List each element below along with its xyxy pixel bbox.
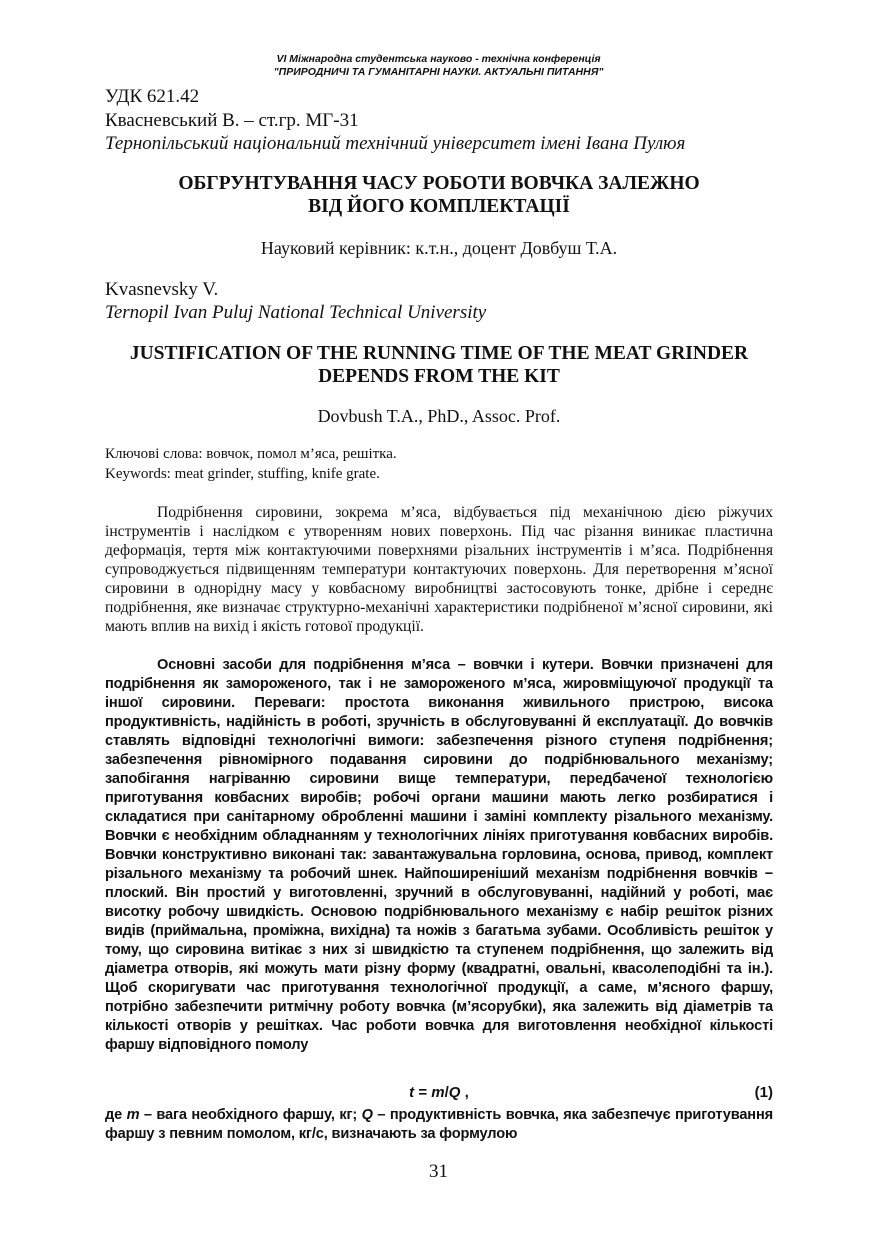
title-ua-line1: ОБГРУНТУВАННЯ ЧАСУ РОБОТИ ВОВЧКА ЗАЛЕЖНО [178, 173, 700, 194]
paragraph-1: Подрібнення сировини, зокрема м’яса, відбувається під механічною дією ріжучих інструментів і наслідком є утворенням нових поверхонь. Під час різання виникає пластична деформація, тертя між контактуючими поверхнями різальних інструментів і м’яса. Подрібнення супроводжується підвищенням температури контактуючих поверхонь. Для перетворення м’ясної сировини в однорідну масу у ковбасному виробництві застосовують тонке, дрібне і середнє подрібнення, яке визначає структурно-механічні характеристики подрібненої м’ясної сировини, які мають вплив на вихід і якість готової продукції. [105, 504, 773, 636]
formula-expression [105, 1083, 773, 1102]
conference-header-line2: "ПРИРОДНИЧІ ТА ГУМАНІТАРНІ НАУКИ. АКТУАЛЬНІ ПИТАННЯ" [273, 66, 604, 78]
paragraph-3 [105, 1106, 773, 1144]
title-ua [105, 172, 773, 218]
formula-comma: , [460, 1084, 469, 1101]
udk-code: УДК 621.42 [105, 86, 200, 107]
author-en: Kvasnevsky V. [105, 279, 219, 300]
paragraph-3-de: де [105, 1107, 127, 1123]
affiliation-ua: Тернопільський національний технічний університет імені Івана Пулюя [105, 133, 686, 154]
supervisor-ua: Науковий керівник: к.т.н., доцент Довбуш Т.А. [260, 238, 618, 258]
title-en-line2: DEPENDS FROM THE KIT [318, 366, 560, 387]
conference-header-line1: VI Міжнародна студентська науково - технічна конференція [276, 53, 601, 65]
title-en [105, 342, 773, 388]
formula-1 [105, 1083, 773, 1103]
paragraph-3-part2: – продуктивність вовчка, яка забезпечує приготування фаршу з певним помолом, кг/с, визначають за формулою [105, 1107, 774, 1142]
title-ua-line2: ВІД ЙОГО КОМПЛЕКТАЦІЇ [308, 196, 570, 217]
paragraph-2: Основні засоби для подрібнення м’яса – вовчки і кутери. Вовчки призначені для подрібнення як замороженого, так і не замороженого м’яса, жировміщуючої продукції та іншої сировини. Переваги: простота виконання живильного пристрою, висока продуктивність, надійність в роботі, зручність в обслуговуванні й експлуатації. До вовчків ставлять відповідні технологічні вимоги: забезпечення різного ступеня подрібнення; забезпечення рівномірного подавання сировини до подрібнювального механізму; запобігання нагріванню сировини вище температури, передбаченої технологією приготування ковбасних виробів; робочі органи машини мають легко розбиратися і складатися при санітарному обробленні машини і заміні комплекту різального механізму. Вовчки є необхідним обладнанням у технологічних лініях приготування ковбасних виробів. Вовчки конструктивно виконані так: завантажувальна горловина, основа, привод, комплект різального механізму та робочий шнек. Найпоширеніший механізм подрібнення вовчків − плоский. Він простий у виготовленні, зручний в обслуговуванні, надійний у роботі, має висотку робочу швидкість. Основою подрібнювального механізму є набір решіток різних видів (приймальна, проміжна, вихідна) та ножів з багатьма зубами. Особливість решіток у тому, що сировина витікає з них зі швидкістю та ступенем подрібнення, що залежить від діаметра отворів, які можуть мати різну форму (квадратні, овальні, квасолеподібні та ін.). Щоб скоригувати час приготування технологічної продукції, а саме, м’ясного фаршу, потрібно забезпечити ритмічну роботу вовчка (м’ясорубки), яка залежить від діаметрів та кількості отворів у решітках. Час роботи вовчка для виготовлення необхідної кількості фаршу відповідного помолу [105, 657, 773, 1053]
affiliation-en: Ternopil Ivan Puluj National Technical University [105, 302, 487, 323]
title-en-line1: JUSTIFICATION OF THE RUNNING TIME OF THE MEAT GRINDER [129, 343, 749, 364]
formula-t: t [409, 1084, 415, 1101]
paragraph-3-part1: – вага необхідного фаршу, кг; [139, 1107, 362, 1123]
formula-number: (1) [754, 1084, 773, 1101]
paragraph-3-q: Q [361, 1107, 373, 1123]
formula-m: m [431, 1084, 445, 1101]
paragraph-3-m: m [126, 1107, 140, 1123]
page-number: 31 [429, 1161, 448, 1182]
formula-q: Q [448, 1084, 461, 1101]
keywords-en: Keywords: meat grinder, stuffing, knife grate. [105, 466, 380, 482]
supervisor-en: Dovbush T.A., PhD., Assoc. Prof. [317, 406, 561, 426]
formula-slash: / [444, 1084, 449, 1101]
formula-equals: = [414, 1084, 432, 1101]
keywords-ua: Ключові слова: вовчок, помол м’яса, решітка. [105, 446, 397, 462]
author-ua: Квасневський В. – ст.гр. МГ-31 [105, 110, 359, 131]
